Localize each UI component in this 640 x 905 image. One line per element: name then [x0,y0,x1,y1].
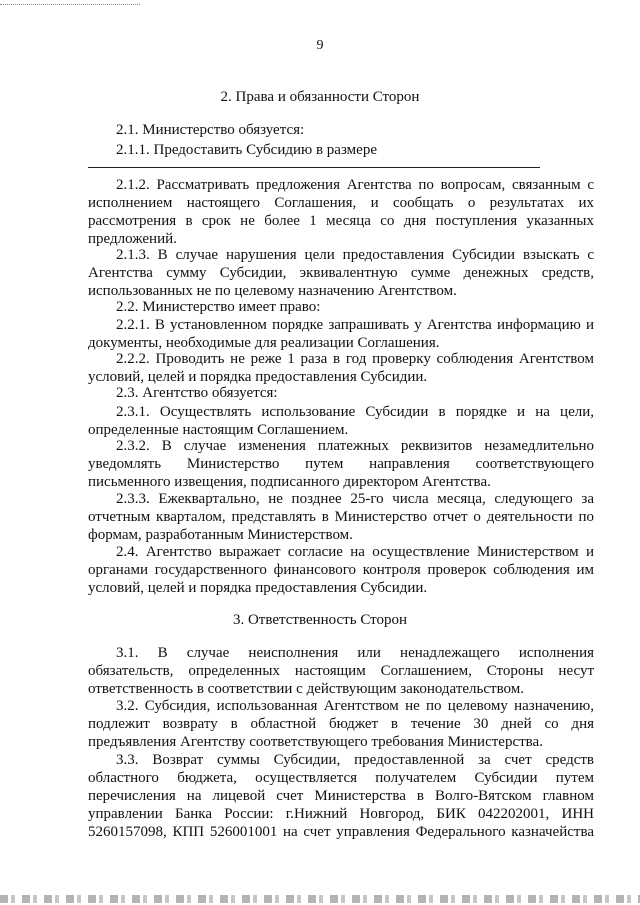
paragraph-line: отчетным кварталом, представлять в Министерство отчет о деятельности по [88,509,594,525]
section-2-title: 2. Права и обязанности Сторон [220,89,420,105]
amount-blank-line [88,167,540,168]
paragraph-line: рассмотрения в срок не более 1 месяца со дня поступления указанных [88,213,594,229]
paragraph-line: 2.1.1. Предоставить Субсидию в размере [116,142,377,158]
paragraph-line: условий, целей и порядка предоставления Субсидии. [88,580,428,596]
paragraph-line: исполнением настоящего Соглашения, и сообщать о результатах их [88,195,594,211]
section-3-title: 3. Ответственность Сторон [232,612,408,628]
paragraph-line: 2.3.1. Осуществлять использование Субсидии в порядке и на цели, [116,404,594,420]
paragraph-line: Агентства сумму Субсидии, эквивалентную сумме денежных средств, [88,265,594,281]
paragraph-line: управлении Банка России: г.Нижний Новгород, БИК 042202001, ИНН [88,806,594,822]
paragraph-line: 3.3. Возврат суммы Субсидии, предоставленной за счет средств [116,752,594,768]
scan-edge-bottom [0,895,640,903]
paragraph-line: использованных не по целевому назначению Агентством. [88,283,457,299]
paragraph-line: условий, целей и порядка предоставления Субсидии. [88,369,428,385]
paragraph-line: перечисления на лицевой счет Министерства в Волго-Вятском главном [88,788,594,804]
paragraph-line: документы, необходимые для реализации Соглашения. [88,335,440,351]
paragraph-line: предложений. [88,231,177,247]
paragraph-line: 2.2. Министерство имеет право: [116,299,321,315]
scan-edge-top [0,0,140,5]
paragraph-line: 2.1.2. Рассматривать предложения Агентства по вопросам, связанным с [116,177,594,193]
paragraph-line: обязательств, определенных настоящим Соглашением, Стороны несут [88,663,594,679]
paragraph-line: предъявления Агентству соответствующего требования Министерства. [88,734,543,750]
paragraph-line: 2.3. Агентство обязуется: [116,385,278,401]
paragraph-line: 2.3.2. В случае изменения платежных реквизитов незамедлительно [116,438,594,454]
paragraph-line: 2.1. Министерство обязуется: [116,122,305,138]
page-number: 9 [316,38,324,53]
paragraph-line: 3.2. Субсидия, использованная Агентством не по целевому назначению, [116,698,594,714]
paragraph-line: 2.1.3. В случае нарушения цели предоставления Субсидии взыскать с [116,247,594,263]
paragraph-line: органами государственного финансового контроля проверок соблюдения им [88,562,594,578]
paragraph-line: формам, разработанным Министерством. [88,527,353,543]
paragraph-line: письменного извещения, подписанного директором Агентства. [88,474,491,490]
paragraph-line: 2.4. Агентство выражает согласие на осуществление Министерством и [116,544,594,560]
paragraph-line: определенные настоящим Соглашением. [88,422,349,438]
paragraph-line: ответственность в соответствии с действующим законодательством. [88,681,525,697]
paragraph-line: уведомлять Министерство путем направления соответствующего [88,456,594,472]
paragraph-line: 2.2.1. В установленном порядке запрашивать у Агентства информацию и [116,317,594,333]
paragraph-line: 2.3.3. Ежеквартально, не позднее 25-го числа месяца, следующего за [116,491,594,507]
paragraph-line: 3.1. В случае неисполнения или ненадлежащего исполнения [116,645,594,661]
paragraph-line: 5260157098, КПП 526001001 на счет управления Федерального казначейства [88,824,594,840]
paragraph-line: подлежит возврату в областной бюджет в течение 30 дней со дня [88,716,594,732]
paragraph-line: областного бюджета, осуществляется получателем Субсидии путем [88,770,594,786]
paragraph-line: 2.2.2. Проводить не реже 1 раза в год проверку соблюдения Агентством [116,351,594,367]
